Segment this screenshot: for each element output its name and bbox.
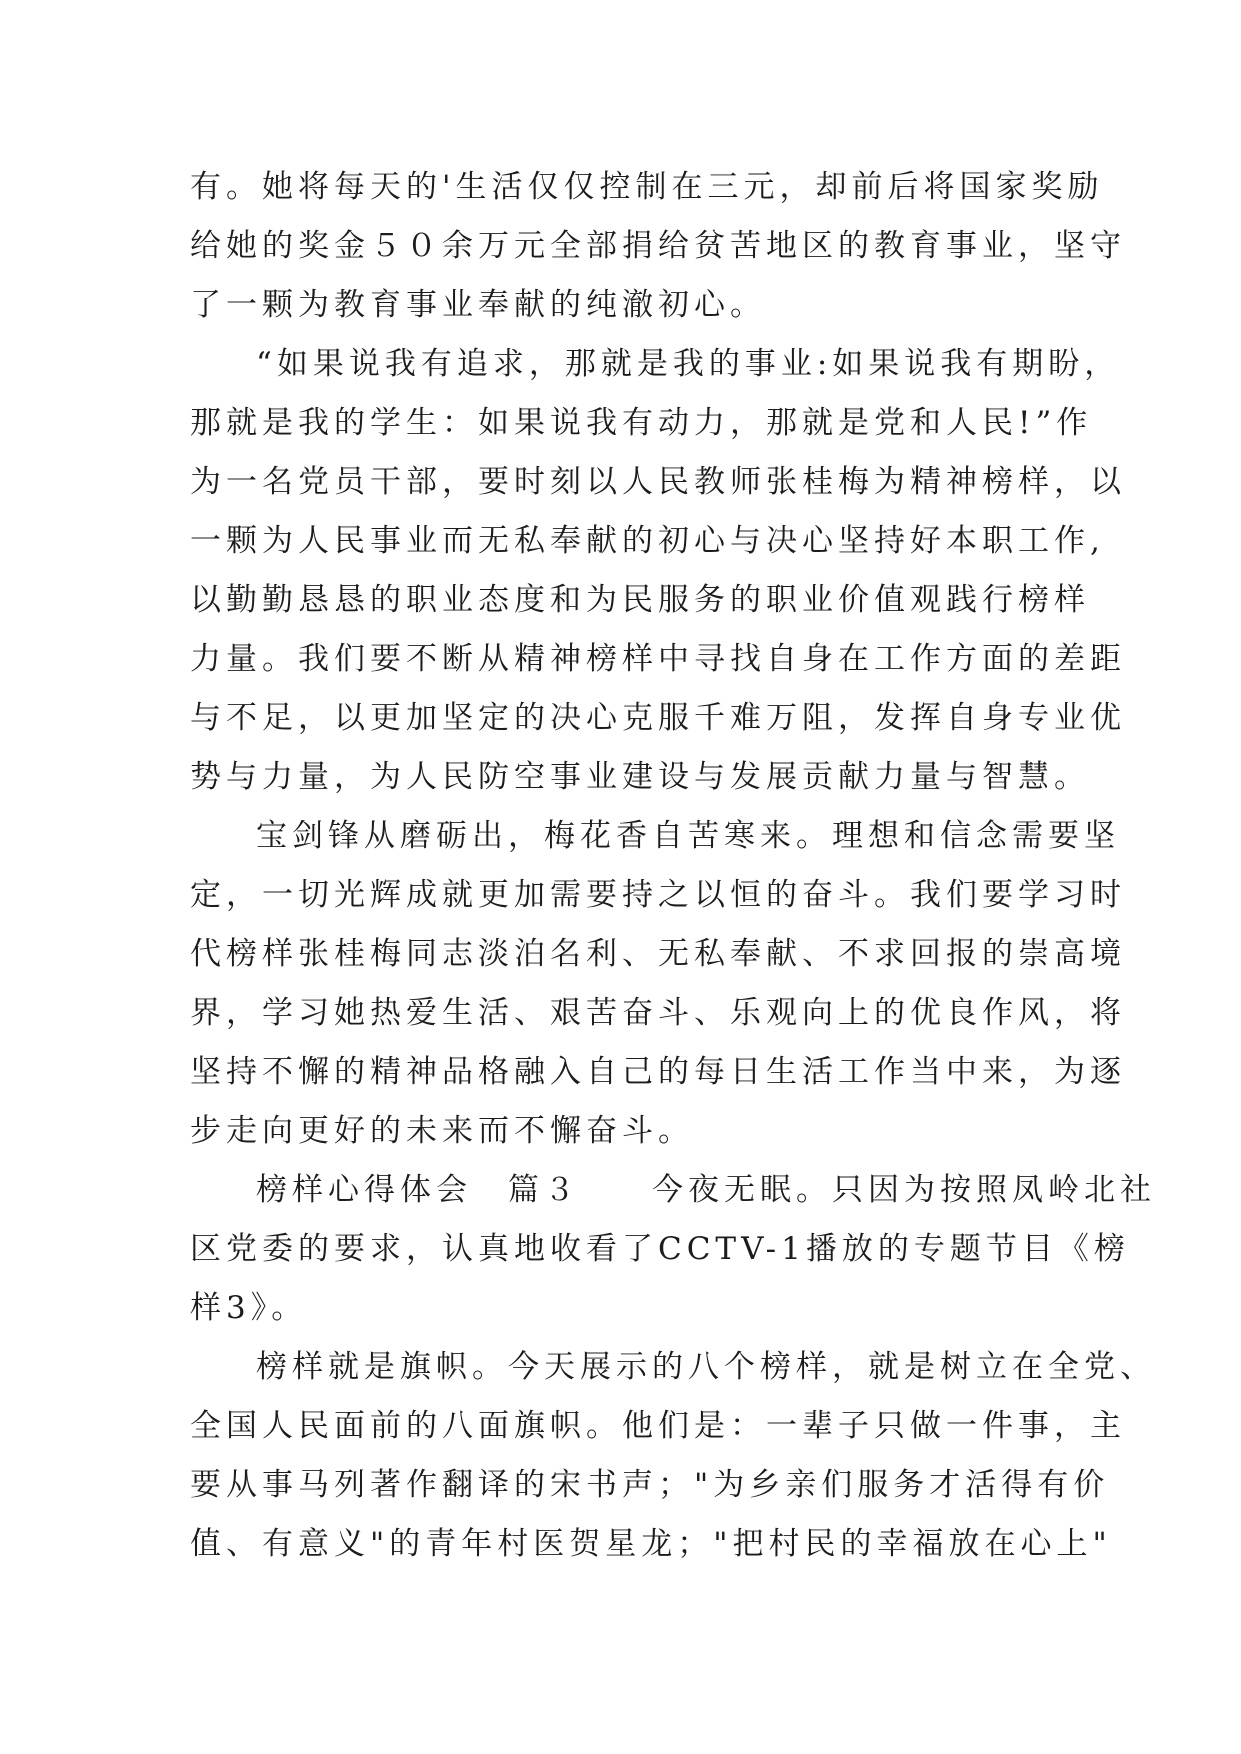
text-line: 给她的奖金５０余万元全部捐给贫苦地区的教育事业，坚守 [190, 228, 1126, 264]
text-line: 代榜样张桂梅同志淡泊名利、无私奉献、不求回报的崇高境 [190, 936, 1126, 972]
text-line: 以勤勤恳恳的职业态度和为民服务的职业价值观践行榜样 [190, 582, 1090, 618]
text-line: 榜样心得体会 篇３ 今夜无眠。只因为按照凤岭北社 [256, 1172, 1156, 1208]
text-line: 与不足，以更加坚定的决心克服千难万阻，发挥自身专业优 [190, 700, 1126, 736]
text-line: 一颗为人民事业而无私奉献的初心与决心坚持好本职工作, [190, 523, 1105, 559]
text-line: 力量。我们要不断从精神榜样中寻找自身在工作方面的差距 [190, 641, 1126, 677]
text-line: 为一名党员干部，要时刻以人民教师张桂梅为精神榜样，以 [190, 464, 1126, 500]
text-line: 样3》。 [190, 1290, 308, 1326]
paragraph-1 [190, 158, 1126, 335]
paragraph-4 [190, 1161, 1156, 1338]
text-line: 了一颗为教育事业奉献的纯澈初心。 [190, 287, 766, 323]
text-line: 宝剑锋从磨砺出，梅花香自苦寒来。理想和信念需要坚 [256, 818, 1120, 854]
text-line: 全国人民面前的八面旗帜。他们是：一辈子只做一件事，主 [190, 1408, 1126, 1444]
text-line: 那就是我的学生：如果说我有动力，那就是党和人民!”作 [190, 405, 1093, 441]
text-line: 要从事马列著作翻译的宋书声；"为乡亲们服务才活得有价 [190, 1467, 1110, 1503]
text-line: 坚持不懈的精神品格融入自己的每日生活工作当中来，为逐 [190, 1054, 1126, 1090]
text-line: 界，学习她热爱生活、艰苦奋斗、乐观向上的优良作风，将 [190, 995, 1126, 1031]
text-line: “如果说我有追求，那就是我的事业:如果说我有期盼， [256, 346, 1121, 382]
text-line: 步走向更好的未来而不懈奋斗。 [190, 1113, 694, 1149]
document-body [190, 158, 1156, 1574]
text-line: 榜样就是旗帜。今天展示的八个榜样，就是树立在全党、 [256, 1349, 1156, 1385]
text-line: 值、有意义"的青年村医贺星龙；"把村民的幸福放在心上" [190, 1526, 1112, 1562]
text-line: 势与力量，为人民防空事业建设与发展贡献力量与智慧。 [190, 759, 1090, 795]
paragraph-2 [190, 335, 1126, 807]
text-line: 有。她将每天的'生活仅仅控制在三元，却前后将国家奖励 [190, 169, 1104, 205]
text-line: 定，一切光辉成就更加需要持之以恒的奋斗。我们要学习时 [190, 877, 1126, 913]
paragraph-3 [190, 807, 1126, 1161]
text-line: 区党委的要求，认真地收看了CCTV-1播放的专题节目《榜 [190, 1231, 1130, 1267]
paragraph-5 [190, 1338, 1156, 1574]
